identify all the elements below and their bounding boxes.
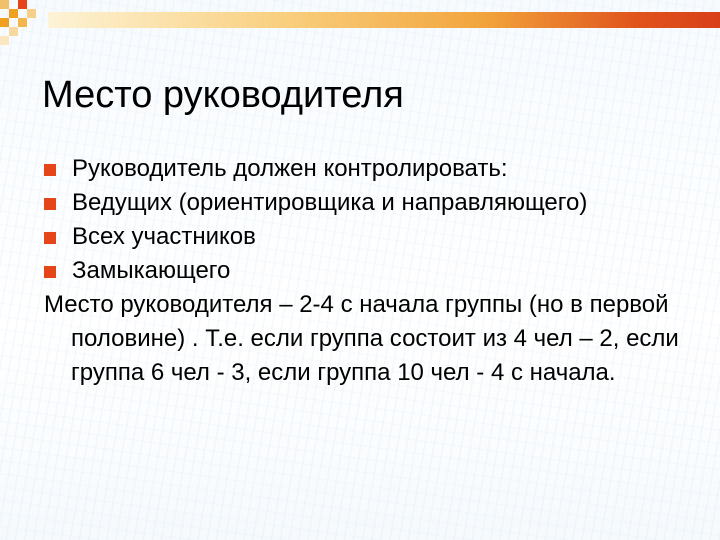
bullet-item [44, 220, 694, 254]
bullet-text: Всех участников [72, 223, 256, 250]
square-bullet-icon [44, 232, 56, 244]
leader-position-paragraph: Место руководителя – 2-4 с начала группы (но в первой половине) . Т.е. если группа состоит из 4 чел – 2, если группа 6 чел - 3, если группа 10 чел - 4 с начала. [44, 291, 679, 386]
square-bullet-icon [44, 164, 56, 176]
bullet-item [44, 152, 694, 186]
bullet-text: Руководитель должен контролировать: [72, 155, 508, 182]
bullet-text: Ведущих (ориентировщика и направляющего) [72, 189, 588, 216]
square-bullet-icon [44, 198, 56, 210]
square-bullet-icon [44, 266, 56, 278]
bullet-item [44, 186, 694, 220]
bullet-text: Замыкающего [72, 257, 231, 284]
bullet-item [44, 254, 694, 288]
slide-body [44, 152, 694, 390]
header-accent-bar [48, 12, 720, 28]
slide-title: Место руководителя [42, 74, 404, 116]
checker-logo-icon [0, 0, 48, 48]
